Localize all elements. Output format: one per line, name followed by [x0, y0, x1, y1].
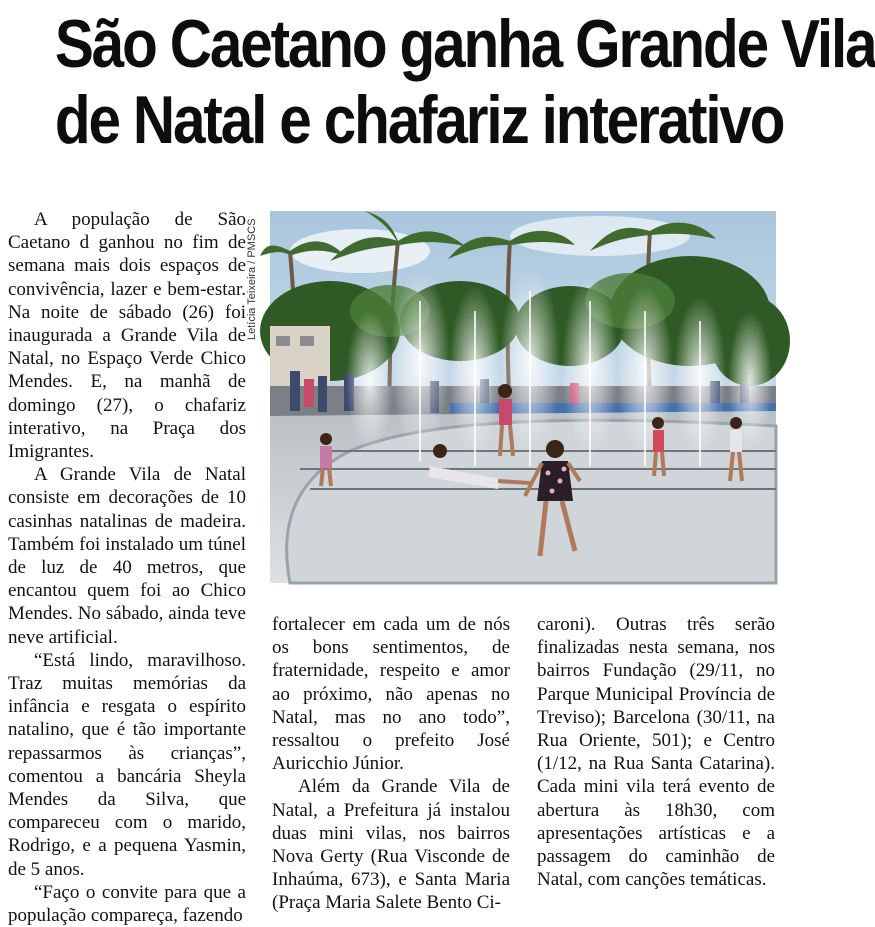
paragraph: “Está lindo, maravilhoso. Traz muitas memórias da infância e resgata o espírito natalino, que é tão importante repassarmos às crianças”, comentou a bancária Sheyla Mendes da Silva, que compareceu com o marido, Rodrigo, e a pequena Yasmin, de 5 anos.	[8, 649, 246, 880]
paragraph: fortalecer em cada um de nós os bons sentimentos, de fraternidade, respeito e amor ao próximo, não apenas no Natal, mas no ano todo”, ressaltou o prefeito José Auricchio Júnior.	[272, 614, 510, 775]
article-column-2	[272, 613, 510, 915]
paragraph: A Grande Vila de Natal consiste em decorações de 10 casinhas natalinas de madeira. Também foi instalado um túnel de luz de 40 metros, que encantou quem foi ao Chico Mendes. No sábado, ainda teve neve artificial.	[8, 464, 246, 648]
article-column-3	[537, 613, 775, 891]
headline-line-1: São Caetano ganha Grande Vila	[54, 6, 875, 82]
paragraph: “Faço o convite para que a população compareça, fazendo	[8, 881, 246, 927]
fountain-photo	[270, 211, 776, 583]
paragraph: Além da Grande Vila de Natal, a Prefeitura já instalou duas mini vilas, nos bairros Nova Gerty (Rua Visconde de Inhaúma, 673), e Santa Maria (Praça Maria Salete Bento Ci-	[272, 776, 510, 914]
photo-credit: Letícia Teixeira / PMSCS	[246, 218, 258, 340]
paragraph: A população de São Caetano d ganhou no fim de semana mais dois espaços de convivência, lazer e bem-estar. Na noite de sábado (26) foi inaugurada a Grande Vila de Natal, no Espaço Verde Chico Mendes. E, na manhã de domingo (27), o chafariz interativo, na Praça dos Imigrantes.	[8, 209, 246, 463]
article-column-1	[8, 208, 246, 927]
paragraph: caroni). Outras três serão finalizadas nesta semana, nos bairros Fundação (29/11, no Parque Municipal Província de Treviso); Barcelona (30/11, na Rua Oriente, 501); e Centro (1/12, na Rua Santa Catarina). Cada mini vila terá evento de abertura às 18h30, com apresentações artísticas e a passagem do caminhão de Natal, com canções temáticas.	[537, 614, 775, 891]
headline	[54, 6, 875, 158]
headline-line-2: de Natal e chafariz interativo	[54, 82, 784, 158]
